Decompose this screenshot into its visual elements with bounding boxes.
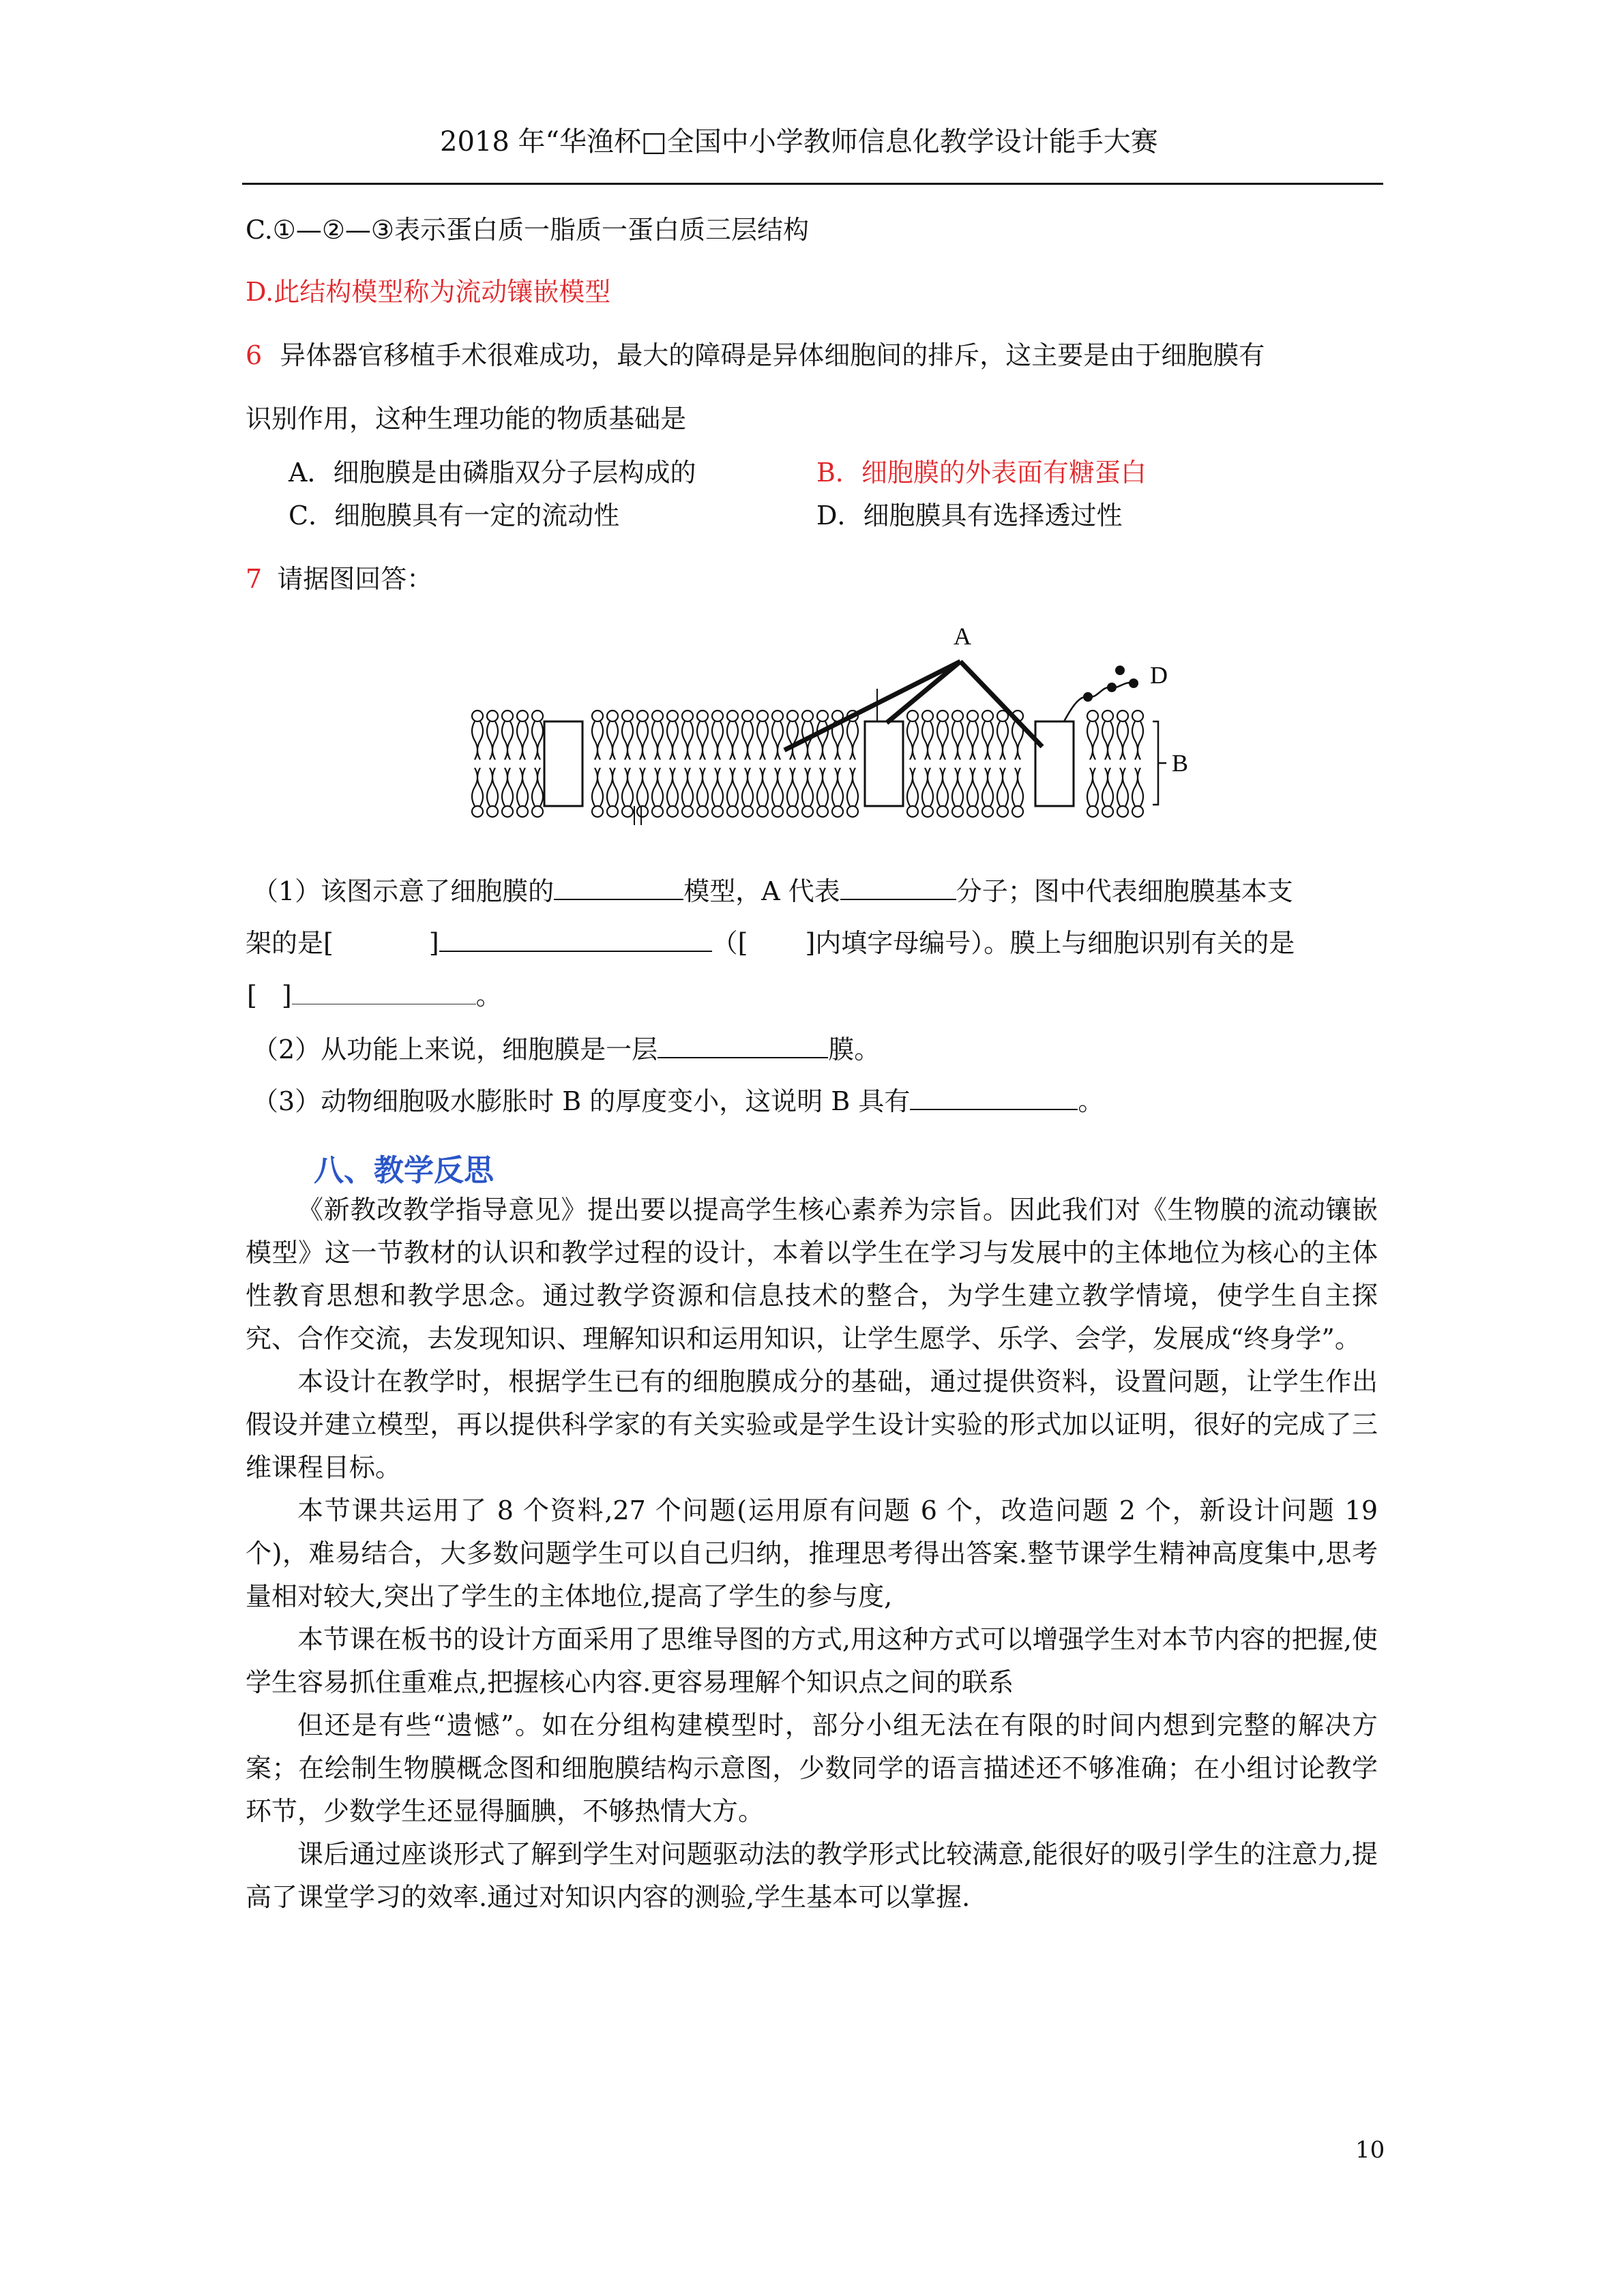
- q7-s3-text-1: （3）动物细胞吸水膨胀时 B 的厚度变小，这说明 B 具有: [252, 1086, 911, 1116]
- phospholipid-tail: [592, 721, 603, 760]
- phospholipid-tail: [937, 768, 948, 806]
- phospholipid-tail: [742, 768, 753, 806]
- phospholipid-tail: [967, 721, 978, 760]
- phospholipid-head: [1102, 806, 1113, 817]
- protein-3: [1035, 721, 1074, 806]
- q6-option-c: C．细胞膜具有一定的流动性: [289, 501, 620, 531]
- phospholipid-tail: [832, 768, 843, 806]
- protein-1: [544, 721, 582, 806]
- phospholipid-tail: [502, 721, 513, 760]
- phospholipid-head: [637, 711, 648, 721]
- q7-s3-text-2: 。: [1078, 1086, 1104, 1116]
- phospholipid-head: [982, 806, 993, 817]
- phospholipid-tail: [622, 721, 633, 760]
- phospholipid-head: [592, 711, 603, 721]
- phospholipid-head: [742, 711, 753, 721]
- glycoprotein-beads: [1083, 666, 1138, 702]
- phospholipid-tail: [997, 721, 1008, 760]
- phospholipid-tail: [1117, 768, 1128, 806]
- phospholipid-tail: [1102, 768, 1113, 806]
- phospholipid-head: [607, 711, 618, 721]
- phospholipid-head: [847, 806, 858, 817]
- phospholipid-tail: [997, 768, 1008, 806]
- phospholipid-head: [637, 806, 648, 817]
- phospholipid-head: [652, 711, 663, 721]
- phospholipid-tail: [472, 768, 483, 806]
- phospholipid-head: [967, 806, 978, 817]
- phospholipid-tail: [982, 721, 993, 760]
- phospholipid-tail: [622, 768, 633, 806]
- phospholipid-tail: [712, 768, 723, 806]
- phospholipid-head: [772, 806, 783, 817]
- phospholipid-head: [667, 806, 678, 817]
- phospholipid-head: [787, 711, 798, 721]
- phospholipid-tail: [952, 721, 963, 760]
- q6-stem-line1: [246, 342, 1265, 368]
- q5-option-c: C.①—②—③表示蛋白质一脂质一蛋白质三层结构: [246, 215, 810, 245]
- phospholipid-head: [1132, 806, 1143, 817]
- phospholipid-head: [952, 806, 963, 817]
- q7-s1-text-8: [: [247, 981, 257, 1011]
- q7-subquestion-2: [252, 1035, 880, 1062]
- phospholipid-head: [1117, 711, 1128, 721]
- phospholipid-tail: [637, 768, 648, 806]
- phospholipid-head: [517, 711, 528, 721]
- phospholipid-tail: [907, 721, 918, 760]
- q7-prompt-text: 请据图回答：: [277, 564, 433, 594]
- q6-text-1: 异体器官移植手术很难成功，最大的障碍是异体细胞间的排斥，这主要是由于细胞膜有: [280, 340, 1265, 370]
- phospholipid-tail: [1102, 721, 1113, 760]
- q7-prompt: [246, 566, 432, 592]
- phospholipid-tail: [472, 721, 483, 760]
- phospholipid-head: [622, 711, 633, 721]
- phospholipid-tail: [607, 721, 618, 760]
- label-a-line-3: [960, 661, 1042, 747]
- protein-2: [865, 721, 903, 806]
- phospholipid-tail: [667, 721, 678, 760]
- phospholipid-tail: [517, 721, 528, 760]
- q6-option-a: A．细胞膜是由磷脂双分子层构成的: [289, 458, 696, 488]
- phospholipid-bilayer: [472, 711, 1143, 817]
- phospholipid-head: [607, 806, 618, 817]
- reflection-paragraph: 本节课共运用了 8 个资料,27 个问题(运用原有问题 6 个，改造问题 2 个，新设计问题 19 个)，难易结合，大多数问题学生可以自己归纳，推理思考得出答案.整节课学生精神高度集中,思考量相对较大,突出了学生的主体地位,提高了学生的参与度,: [246, 1495, 1378, 1611]
- header-title: 2018 年“华渔杯□全国中小学教师信息化教学设计能手大赛: [440, 126, 1158, 158]
- phospholipid-head: [802, 711, 813, 721]
- phospholipid-tail: [517, 768, 528, 806]
- phospholipid-head: [997, 806, 1008, 817]
- phospholipid-tail: [532, 721, 543, 760]
- phospholipid-tail: [1087, 768, 1098, 806]
- q6-option-b-answer: B．细胞膜的外表面有糖蛋白: [816, 458, 1147, 488]
- phospholipid-tail: [757, 721, 768, 760]
- q7-subquestion-3: [252, 1087, 1104, 1114]
- phospholipid-head: [472, 806, 483, 817]
- q6-number: 6: [246, 340, 263, 370]
- label-b: B: [1172, 749, 1189, 777]
- label-a: A: [954, 623, 971, 650]
- q7-s1-text-7: ]内填字母编号）。膜上与细胞识别有关的是: [805, 928, 1295, 958]
- phospholipid-tail: [532, 768, 543, 806]
- label-a-line-1: [784, 661, 960, 750]
- q7-s1-text-5: ]: [428, 928, 439, 958]
- phospholipid-tail: [907, 768, 918, 806]
- phospholipid-head: [622, 806, 633, 817]
- phospholipid-tail: [787, 721, 798, 760]
- phospholipid-head: [757, 711, 768, 721]
- phospholipid-head: [727, 711, 738, 721]
- phospholipid-tail: [937, 721, 948, 760]
- reflection-paragraph: 课后通过座谈形式了解到学生对问题驱动法的教学形式比较满意,能很好的吸引学生的注意力,提高了课堂学习的效率.通过对知识内容的测验,学生基本可以掌握.: [246, 1839, 1378, 1912]
- q7-s1-text-4: 架的是[: [246, 928, 334, 958]
- phospholipid-tail: [1132, 768, 1143, 806]
- reflection-paragraph: 《新教改教学指导意见》提出要以提高学生核心素养为宗旨。因此我们对《生物膜的流动镶嵌模型》这一节教材的认识和教学过程的设计，本着以学生在学习与发展中的主体地位为核心的主体性教育思想和教学思念。通过教学资源和信息技术的整合，为学生建立教学情境，使学生自主探究、合作交流，去发现知识、理解知识和运用知识，让学生愿学、乐学、会学，发展成“终身学”。: [246, 1195, 1378, 1354]
- phospholipid-tail: [817, 768, 828, 806]
- phospholipid-head: [712, 711, 723, 721]
- phospholipid-tail: [772, 721, 783, 760]
- phospholipid-head: [532, 711, 543, 721]
- phospholipid-tail: [922, 768, 933, 806]
- phospholipid-tail: [802, 768, 813, 806]
- label-b-bracket: [1153, 721, 1158, 805]
- phospholipid-head: [757, 806, 768, 817]
- phospholipid-head: [907, 806, 918, 817]
- phospholipid-tail: [652, 768, 663, 806]
- phospholipid-tail: [637, 721, 648, 760]
- page-number: 10: [1355, 2136, 1385, 2164]
- q7-s2-text-1: （2）从功能上来说，细胞膜是一层: [252, 1034, 658, 1064]
- phospholipid-head: [487, 711, 498, 721]
- q7-subquestion-1-line3: [247, 982, 502, 1009]
- phospholipid-head: [652, 806, 663, 817]
- reflection-paragraph: 本设计在教学时，根据学生已有的细胞膜成分的基础，通过提供资料，设置问题，让学生作出假设并建立模型，再以提供科学家的有关实验或是学生设计实验的形式加以证明，很好的完成了三维课程目标。: [246, 1367, 1378, 1482]
- phospholipid-head: [952, 711, 963, 721]
- q7-s2-text-2: 膜。: [828, 1034, 881, 1064]
- phospholipid-tail: [847, 768, 858, 806]
- reflection-paragraph: 本节课在板书的设计方面采用了思维导图的方式,用这种方式可以增强学生对本节内容的把握,使学生容易抓住重难点,把握核心内容.更容易理解个知识点之间的联系: [246, 1624, 1378, 1697]
- phospholipid-tail: [967, 768, 978, 806]
- phospholipid-head: [487, 806, 498, 817]
- phospholipid-tail: [502, 768, 513, 806]
- phospholipid-tail: [847, 721, 858, 760]
- phospholipid-head: [907, 711, 918, 721]
- reflection-body: [246, 1189, 1378, 1919]
- answer-blank[interactable]: [292, 982, 476, 1004]
- q7-s1-text-10: 。: [475, 981, 502, 1011]
- phospholipid-head: [967, 711, 978, 721]
- phospholipid-tail: [952, 768, 963, 806]
- phospholipid-head: [697, 806, 708, 817]
- phospholipid-head: [1117, 806, 1128, 817]
- phospholipid-head: [922, 711, 933, 721]
- phospholipid-tail: [772, 768, 783, 806]
- phospholipid-tail: [667, 768, 678, 806]
- phospholipid-head: [682, 711, 693, 721]
- phospholipid-tail: [487, 768, 498, 806]
- phospholipid-head: [802, 806, 813, 817]
- answer-blank[interactable]: [840, 877, 956, 900]
- phospholipid-tail: [787, 768, 798, 806]
- phospholipid-tail: [697, 768, 708, 806]
- phospholipid-tail: [592, 768, 603, 806]
- phospholipid-head: [667, 711, 678, 721]
- phospholipid-tail: [727, 721, 738, 760]
- phospholipid-head: [712, 806, 723, 817]
- phospholipid-head: [1087, 806, 1098, 817]
- q6-option-d: D．细胞膜具有选择透过性: [816, 501, 1123, 531]
- phospholipid-tail: [682, 768, 693, 806]
- phospholipid-head: [532, 806, 543, 817]
- section-title: 八、教学反思: [314, 1153, 494, 1188]
- phospholipid-head: [937, 711, 948, 721]
- phospholipid-head: [832, 806, 843, 817]
- phospholipid-head: [742, 806, 753, 817]
- phospholipid-head: [502, 806, 513, 817]
- phospholipid-tail: [1117, 721, 1128, 760]
- phospholipid-head: [682, 806, 693, 817]
- phospholipid-head: [1012, 806, 1023, 817]
- phospholipid-tail: [1012, 768, 1023, 806]
- q7-s1-text-2: 模型，A 代表: [683, 876, 840, 906]
- phospholipid-head: [817, 806, 828, 817]
- phospholipid-head: [592, 806, 603, 817]
- q7-number: 7: [246, 564, 263, 594]
- phospholipid-head: [1087, 711, 1098, 721]
- phospholipid-head: [772, 711, 783, 721]
- phospholipid-head: [937, 806, 948, 817]
- phospholipid-tail: [922, 721, 933, 760]
- phospholipid-tail: [1087, 721, 1098, 760]
- phospholipid-head: [817, 711, 828, 721]
- phospholipid-head: [982, 711, 993, 721]
- phospholipid-head: [472, 711, 483, 721]
- phospholipid-tail: [712, 721, 723, 760]
- phospholipid-tail: [1132, 721, 1143, 760]
- q7-s1-text-9: ]: [281, 981, 292, 1011]
- q7-subquestion-1-line1: [252, 877, 1293, 904]
- phospholipid-tail: [487, 721, 498, 760]
- header-rule: [242, 183, 1383, 185]
- phospholipid-head: [502, 711, 513, 721]
- label-d: D: [1150, 661, 1168, 689]
- answer-blank[interactable]: [554, 877, 683, 900]
- phospholipid-head: [727, 806, 738, 817]
- q5-option-d-answer: D.此结构模型称为流动镶嵌模型: [246, 277, 611, 307]
- phospholipid-head: [1132, 711, 1143, 721]
- phospholipid-head: [697, 711, 708, 721]
- q7-s1-text-6: （[: [711, 928, 748, 958]
- phospholipid-head: [787, 806, 798, 817]
- answer-blank[interactable]: [658, 1035, 828, 1058]
- phospholipid-tail: [682, 721, 693, 760]
- phospholipid-head: [1102, 711, 1113, 721]
- q7-subquestion-1-line2: [246, 929, 1295, 956]
- reflection-paragraph: 但还是有些“遗憾”。如在分组构建模型时，部分小组无法在有限的时间内想到完整的解决方案；在绘制生物膜概念图和细胞膜结构示意图，少数同学的语言描述还不够准确；在小组讨论教学环节，少数学生还显得腼腆，不够热情大方。: [246, 1710, 1378, 1826]
- phospholipid-tail: [982, 768, 993, 806]
- phospholipid-head: [997, 711, 1008, 721]
- phospholipid-tail: [742, 721, 753, 760]
- phospholipid-tail: [607, 768, 618, 806]
- phospholipid-head: [517, 806, 528, 817]
- phospholipid-tail: [697, 721, 708, 760]
- phospholipid-tail: [757, 768, 768, 806]
- phospholipid-head: [922, 806, 933, 817]
- phospholipid-tail: [652, 721, 663, 760]
- cell-membrane-figure: [464, 621, 1214, 846]
- phospholipid-head: [832, 711, 843, 721]
- answer-blank[interactable]: [439, 929, 712, 952]
- q6-stem-line2: 识别作用，这种生理功能的物质基础是: [246, 404, 687, 434]
- answer-blank[interactable]: [910, 1087, 1078, 1110]
- q7-s1-text-3: 分子；图中代表细胞膜基本支: [956, 876, 1293, 906]
- q7-s1-text-1: （1）该图示意了细胞膜的: [252, 876, 555, 906]
- phospholipid-tail: [727, 768, 738, 806]
